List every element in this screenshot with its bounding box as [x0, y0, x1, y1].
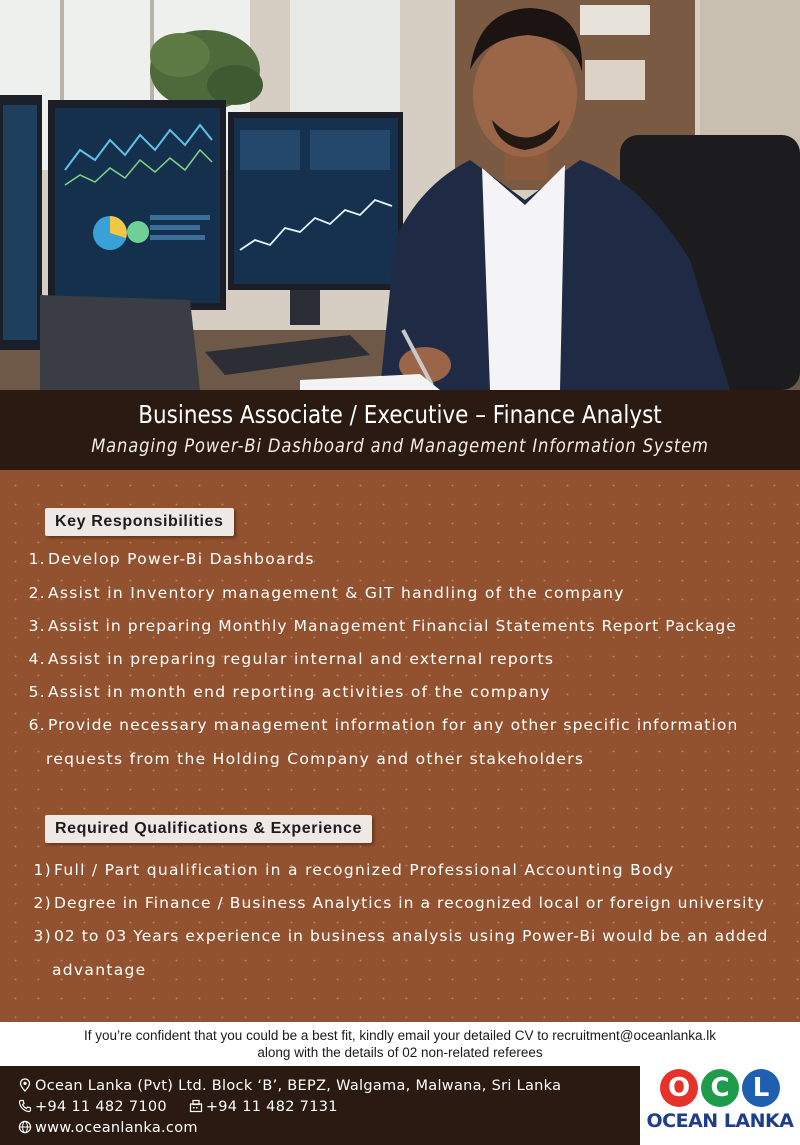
item-text: requests from the Holding Company and other stakeholders: [46, 750, 585, 768]
main-content: [0, 470, 800, 1022]
job-title: Business Associate / Executive – Finance Analyst: [138, 400, 662, 429]
job-subtitle: Managing Power-Bi Dashboard and Management Information System: [91, 435, 709, 457]
application-note: [0, 1022, 800, 1066]
qualifications-heading: Required Qualifications & Experience: [45, 815, 372, 843]
item-text: Degree in Finance / Business Analytics in a recognized local or foreign university: [54, 894, 765, 912]
item-text: Full / Part qualification in a recognized Professional Accounting Body: [54, 861, 675, 879]
item-text: Develop Power-Bi Dashboards: [48, 550, 315, 568]
responsibilities-heading: Key Responsibilities: [45, 508, 234, 536]
location-pin-icon: [18, 1078, 32, 1092]
address-row: [18, 1078, 561, 1094]
item-number: 2.: [28, 584, 46, 602]
phone-icon: [18, 1099, 32, 1113]
item-number: 2): [33, 894, 52, 912]
contact-bar: [0, 1066, 640, 1145]
item-number: 5.: [28, 683, 46, 701]
fax-icon: [189, 1099, 203, 1113]
logo-brand-name: OCEAN LANKA: [646, 1110, 794, 1132]
note-line-1: If you’re confident that you could be a best fit, kindly email your detailed CV to recruitment@oceanlanka.lk: [83, 1028, 717, 1043]
address-text: Ocean Lanka (Pvt) Ltd. Block ‘B’, BEPZ, Walgama, Malwana, Sri Lanka: [35, 1078, 562, 1094]
title-band: [0, 390, 800, 470]
item-text: Assist in month end reporting activities of the company: [48, 683, 551, 701]
item-number: 6.: [28, 716, 46, 734]
logo-letter-o: O: [660, 1069, 698, 1107]
item-number: 1.: [28, 550, 46, 568]
item-text: Assist in Inventory management & GIT handling of the company: [48, 584, 625, 602]
note-line-2: along with the details of 02 non-related referees: [257, 1045, 543, 1060]
contact-bar-fold: [610, 1066, 644, 1145]
item-number: 1): [33, 861, 52, 879]
phone-row: [18, 1099, 338, 1115]
company-logo: [640, 1066, 800, 1145]
item-text: advantage: [52, 961, 147, 979]
item-number: 4.: [28, 650, 46, 668]
hero-photo: [0, 0, 800, 390]
logo-letter-c: C: [701, 1069, 739, 1107]
item-text: Assist in preparing regular internal and external reports: [48, 650, 555, 668]
globe-icon: [18, 1120, 32, 1134]
item-text: Provide necessary management information for any other specific information: [48, 716, 739, 734]
item-number: 3.: [28, 617, 46, 635]
item-text: Assist in preparing Monthly Management Financial Statements Report Package: [48, 617, 737, 635]
item-text: 02 to 03 Years experience in business analysis using Power-Bi would be an added: [54, 927, 769, 945]
logo-letter-l: L: [742, 1069, 780, 1107]
website-row: [18, 1120, 198, 1136]
item-number: 3): [33, 927, 52, 945]
office-scene-illustration: [0, 0, 800, 390]
website-link[interactable]: www.oceanlanka.com: [35, 1120, 198, 1136]
fax-number: +94 11 482 7131: [205, 1099, 338, 1115]
phone-link[interactable]: +94 11 482 7100: [35, 1099, 167, 1115]
